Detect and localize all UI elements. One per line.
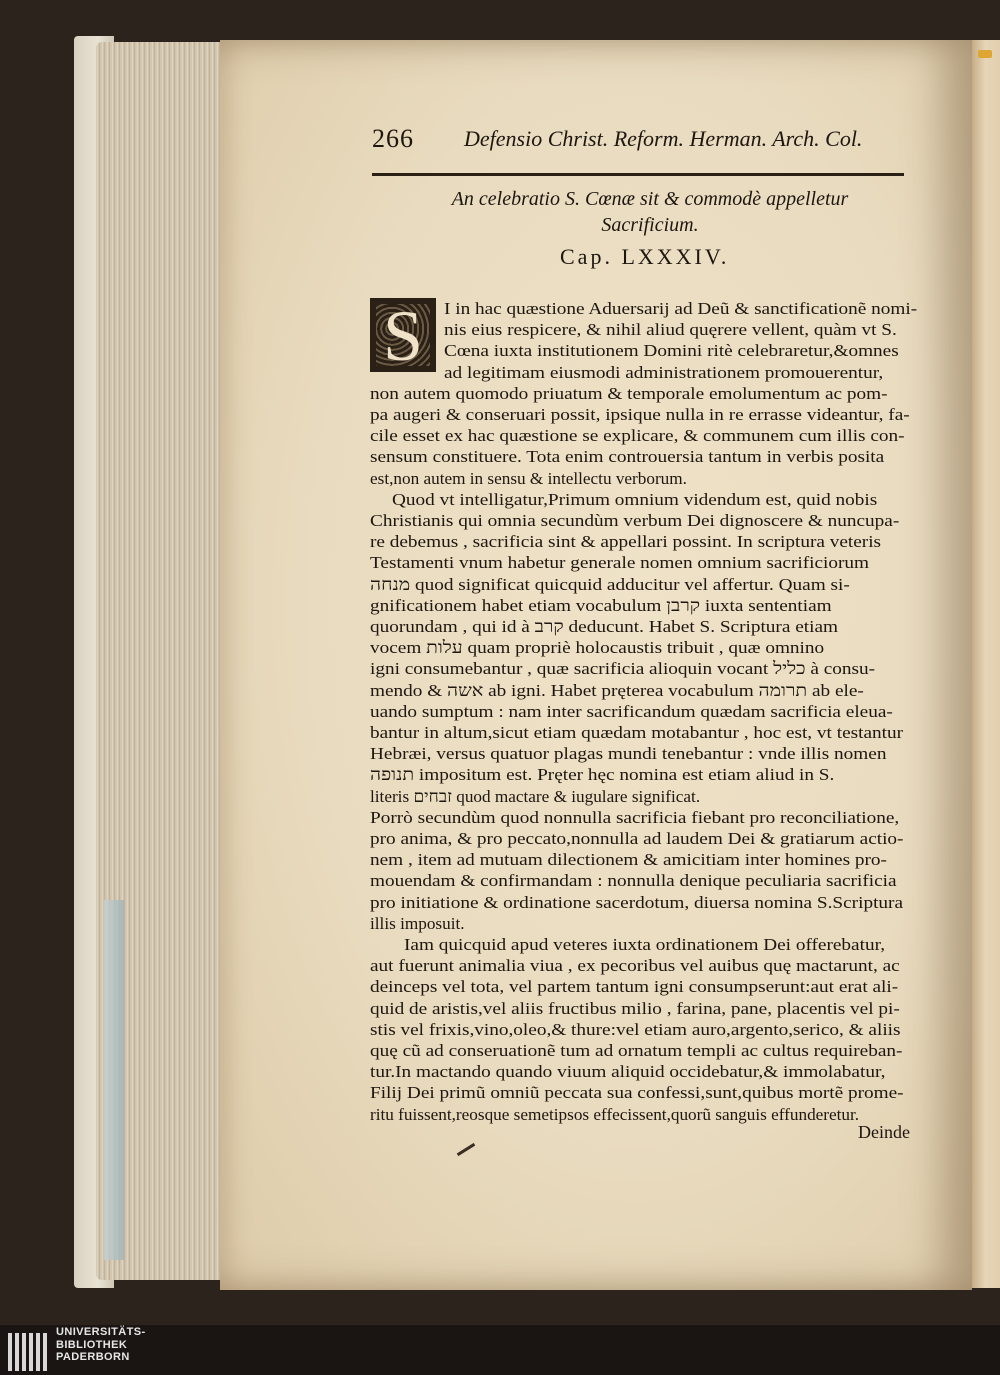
library-name-line-1: UNIVERSITÄTS-	[56, 1326, 146, 1338]
body-line: est,non autem in sensu & intellectu verborum.	[370, 468, 687, 488]
chapter-title-line-1: An celebratio S. Cœnæ sit & commodè appelletur	[451, 188, 849, 210]
gilt-edge	[978, 50, 992, 58]
body-line: Porrò secundùm quod nonnulla sacrificia fiebant pro reconciliatione,	[370, 807, 900, 827]
page-number: 266	[372, 124, 414, 153]
body-line: igni consumebantur , quæ sacrificia alioquin vocant כליל à consu-	[370, 659, 876, 679]
body-line: Quod vt intelligatur,Primum omnium videndum est, quid nobis	[392, 489, 878, 509]
body-line: tur.In mactando quando viuum aliquid occidebatur,& immolabatur,	[370, 1062, 886, 1082]
body-line: pa augeri & conseruari possit, ipsique nulla in re errasse videantur, fa-	[370, 405, 910, 424]
body-line: mouendam & confirmandam : nonnulla denique peculiaria sacrificia	[370, 871, 897, 891]
library-name-line-2: BIBLIOTHEK	[56, 1338, 128, 1351]
page-edge-tint	[104, 900, 124, 1260]
body-line: stis vel frixis,vino,oleo,& thure:vel etiam auro,argento,serico, & aliis	[370, 1019, 901, 1039]
body-line: vocem עלות quam propriè holocaustis tribuit , quæ omnino	[370, 638, 825, 658]
drop-cap-ornament	[370, 298, 436, 372]
running-head: Defensio Christ. Reform. Herman. Arch. Col.	[464, 126, 863, 151]
body-line: nem , item ad mutuam dilectionem & amicitiam inter homines pro-	[370, 850, 887, 870]
body-line: bantur in altum,sicut etiam quædam motabantur , hoc est, vt testantur	[370, 723, 904, 742]
body-line: aut fuerunt animalia viua , ex pecoribus vel auibus quę mactarunt, ac	[370, 956, 900, 976]
body-line: uando sumptum : nam inter sacrificandum quædam sacrificia eleua-	[370, 701, 893, 721]
body-line: non autem quomodo priuatum & temporale emolumentum ac pom-	[370, 383, 888, 403]
body-line: quid de aristis,vel aliis fructibus milio , farina, pane, placentis vel pi-	[370, 998, 900, 1018]
body-line: cile esset ex hac quæstione se explicare, & communem cum illis con-	[370, 426, 905, 446]
chapter-number: Cap. LXXXIV.	[560, 244, 730, 269]
body-line: pro anima, & pro peccato,nonnulla ad laudem Dei & gratiarum actio-	[370, 829, 904, 848]
body-line: Iam quicquid apud veteres iuxta ordinationem Dei offerebatur,	[404, 935, 886, 954]
body-line: Hebræi, versus quatuor plagas mundi tenebantur : vnde illis nomen	[370, 744, 887, 764]
body-line: Filij Dei primũ omniũ peccata sua confessi,sunt,quibus mortẽ prome-	[370, 1083, 904, 1103]
library-name-line-3: PADERBORN	[56, 1351, 130, 1363]
body-line: ad legitimam eiusmodi administrationem promouerentur,	[444, 362, 884, 382]
body-line: Cœna iuxta institutionem Domini ritè celebraretur,&omnes	[444, 341, 899, 361]
body-line: quę cũ ad conseruationẽ tum ad ornatum templi ac cultus requireban-	[370, 1041, 903, 1060]
library-name	[56, 1326, 146, 1364]
body-line: quorundam , qui id à קרב deducunt. Habet S. Scriptura etiam	[370, 617, 838, 636]
body-line: מנחה quod significat quicquid adducitur vel affertur. Quam si-	[370, 574, 850, 594]
chapter-title	[400, 186, 900, 238]
body-line: ritu fuissent,reosque semetipsos effecissent,quorũ sanguis effunderetur.	[370, 1104, 860, 1124]
footer-bar	[0, 1325, 1000, 1375]
body-line: sensum constituere. Tota enim controuersia tantum in verbis posita	[370, 447, 885, 467]
body-line: illis imposuit.	[370, 913, 465, 933]
body-line: I in hac quæstione Aduersarij ad Deũ & sanctificationẽ nomi-	[444, 299, 918, 318]
body-line: mendo & אשה ab igni. Habet pręterea vocabulum תרומה ab ele-	[370, 680, 864, 700]
catchword: Deinde	[858, 1122, 910, 1142]
body-line: re debemus , sacrificia sint & appellari possint. In scriptura veteris	[370, 532, 882, 552]
chapter-title-line-2: Sacrificium.	[601, 214, 699, 236]
body-line: pro initiatione & ordinatione sacerdotum, diuersa nomina S.Scriptura	[370, 892, 903, 912]
body-line: Christianis qui omnia secundùm verbum Dei dignoscere & nuncupa-	[370, 511, 900, 530]
library-logo-icon	[8, 1329, 52, 1371]
body-line: deinceps vel tota, vel partem tantum igni consumpserunt:aut erat ali-	[370, 977, 899, 997]
drop-cap-letter: S	[382, 298, 424, 372]
page-header	[372, 124, 912, 160]
body-line: Testamenti vnum habetur generale nomen omnium sacrificiorum	[370, 553, 870, 573]
body-line: literis זבחים quod mactare & iugulare significat.	[370, 786, 701, 806]
body-line: gnificationem habet etiam vocabulum קרבן iuxta sententiam	[370, 595, 832, 615]
header-rule	[372, 173, 904, 176]
body-line: nis eius respicere, & nihil aliud quęrere vellent, quàm vt S.	[444, 320, 897, 340]
body-line: תנופה impositum est. Pręter hęc nomina est etiam aliud in S.	[370, 765, 835, 785]
